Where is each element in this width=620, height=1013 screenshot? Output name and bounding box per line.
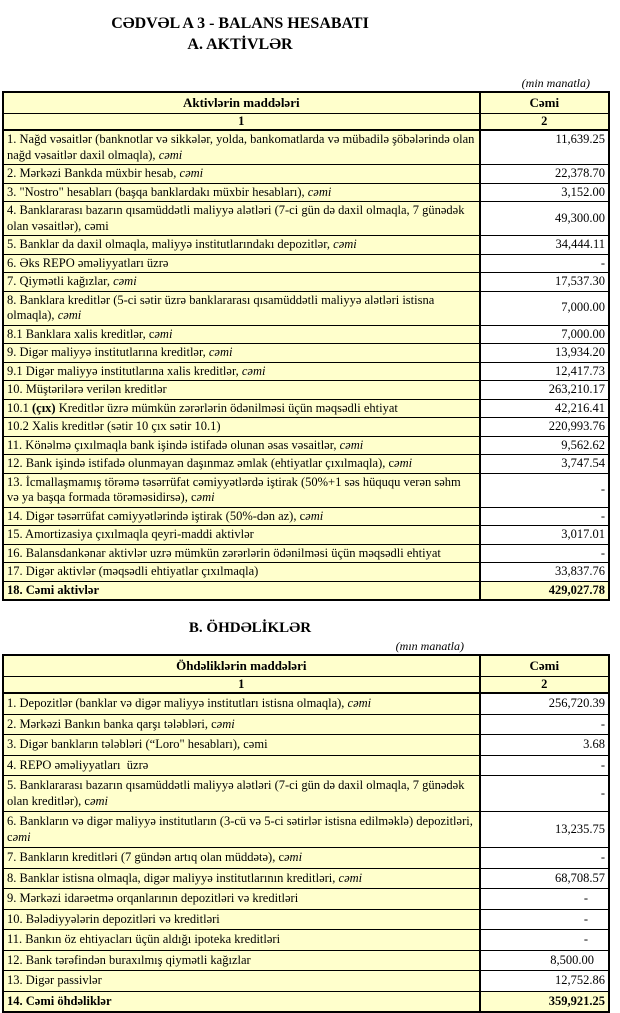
table-row [3,399,609,418]
row-value: 49,300.00 [480,202,609,236]
assets-table [2,91,610,601]
table-row [3,812,609,848]
row-label: 4. REPO əməliyyatları üzrə [3,755,480,776]
row-label: 6. Bankların və digər maliyyə institutların (3-cü və 5-ci sətirlər istisna edilməklə) depozitləri, cəmi [3,812,480,848]
liabilities-header-row [3,655,609,676]
table-row [3,183,609,202]
row-label: 3. Digər bankların tələbləri (“Loro" hesabları), cəmi [3,735,480,756]
row-value: - [480,909,609,930]
table-row [3,436,609,455]
table-row [3,693,609,714]
row-label: 6. Əks REPO əməliyyatları üzrə [3,254,480,273]
row-value: - [480,755,609,776]
table-row [3,991,609,1012]
row-value: 42,216.41 [480,399,609,418]
table-row [3,971,609,992]
table-row [3,455,609,474]
table-row [3,325,609,344]
row-label: 12. Bank tərəfindən buraxılmış qiymətli kağızlar [3,950,480,971]
liabilities-table [2,654,610,1013]
row-value: - [480,254,609,273]
row-value: - [480,473,609,507]
row-label: 10.2 Xalis kreditlər (sətir 10 çıx sətir 10.1) [3,418,480,437]
table-row [3,381,609,400]
row-label: 7. Bankların kreditləri (7 gündən artıq olan müddətə), cəmi [3,848,480,869]
units-note-liabilities: (mın manatla) [395,639,464,653]
row-value: 33,837.76 [480,563,609,582]
row-value: - [480,930,609,951]
table-row [3,202,609,236]
table-row [3,776,609,812]
assets-items-header: Aktivlərin maddələri [3,92,480,113]
table-row [3,848,609,869]
table-row [3,165,609,184]
row-value: - [480,848,609,869]
table-row [3,735,609,756]
table-row [3,581,609,600]
page-title-line1: CƏDVƏL A 3 - BALANS HESABATI [111,15,369,32]
row-value: 220,993.76 [480,418,609,437]
page-title-line2: A. AKTİVLƏR [187,36,293,53]
row-label: 3. "Nostro" hesabları (başqa banklardakı müxbir hesabları), cəmi [3,183,480,202]
row-value: 17,537.30 [480,273,609,292]
liabilities-title: B. ÖHDƏLİKLƏR [188,620,312,636]
row-value: - [480,889,609,910]
row-label: 10. Müştərilərə verilən kreditlər [3,381,480,400]
row-value: 68,708.57 [480,868,609,889]
assets-colnum-row [3,113,609,130]
liabilities-items-header: Öhdəliklərin maddələri [3,655,480,676]
units-note-assets: (min manatla) [521,76,590,90]
assets-total-header: Cəmi [480,92,609,113]
row-label: 8.1 Banklara xalis kreditlər, cəmi [3,325,480,344]
row-value: 7,000.00 [480,325,609,344]
row-label: 9. Digər maliyyə institutlarına kreditlər, cəmi [3,344,480,363]
row-label: 5. Banklararası bazarın qısamüddətli maliyyə alətləri (7-ci gün də daxil olmaqla, 7 günədək olan kreditlər), cəmi [3,776,480,812]
table-row [3,236,609,255]
row-label: 4. Banklararası bazarın qısamüddətli maliyyə alətləri (7-ci gün də daxil olmaqla, 7 günədək olan vəsaitlər), cəmi [3,202,480,236]
row-label: 11. Bankın öz ehtiyacları üçün aldığı ipoteka kreditləri [3,930,480,951]
row-value: 3.68 [480,735,609,756]
row-label: 15. Amortizasiya çıxılmaqla qeyri-maddi aktivlər [3,526,480,545]
table-row [3,362,609,381]
row-label: 2. Mərkəzi Bankın banka qarşı tələbləri, cəmi [3,714,480,735]
row-label: 1. Depozitlər (banklar və digər maliyyə institutları istisna olmaqla), cəmi [3,693,480,714]
table-row [3,273,609,292]
table-row [3,930,609,951]
page-title [0,13,480,55]
row-value: 11,639.25 [480,130,609,165]
table-row [3,755,609,776]
row-value: 13,934.20 [480,344,609,363]
liabilities-colnum-row [3,676,609,693]
row-label: 5. Banklar da daxil olmaqla, maliyyə institutlarındakı depozitlər, cəmi [3,236,480,255]
table-row [3,291,609,325]
row-value: 7,000.00 [480,291,609,325]
row-value: 34,444.11 [480,236,609,255]
row-value: 359,921.25 [480,991,609,1012]
row-label: 12. Bank işində istifadə olunmayan daşınmaz əmlak (ehtiyatlar çıxılmaqla), cəmi [3,455,480,474]
assets-colnum-1: 1 [3,113,480,130]
table-row [3,254,609,273]
table-row [3,889,609,910]
table-row [3,507,609,526]
assets-header-row [3,92,609,113]
row-label: 14. Digər təsərrüfat cəmiyyətlərində iştirak (50%-dən az), cəmi [3,507,480,526]
liabilities-total-header: Cəmi [480,655,609,676]
table-row [3,418,609,437]
table-row [3,909,609,930]
row-value: 9,562.62 [480,436,609,455]
row-value: 429,027.78 [480,581,609,600]
liabilities-colnum-1: 1 [3,676,480,693]
table-row [3,130,609,165]
table-row [3,544,609,563]
row-label: 14. Cəmi öhdəliklər [3,991,480,1012]
row-label: 8. Banklara kreditlər (5-ci sətir üzrə banklararası qısamüddətli maliyyə alətləri istisna olmaqla), cəmi [3,291,480,325]
row-label: 2. Mərkəzi Bankda müxbir hesab, cəmi [3,165,480,184]
table-row [3,950,609,971]
row-label: 13. İcmallaşmamış törəmə təsərrüfat cəmiyyətlərdə iştirak (50%+1 səs hüququ verən səhm və ya başqa formada törəməsidirsə), cəmi [3,473,480,507]
row-value: 22,378.70 [480,165,609,184]
row-value: - [480,507,609,526]
row-value: - [480,544,609,563]
assets-colnum-2: 2 [480,113,609,130]
row-label: 1. Nağd vəsaitlər (banknotlar və sikkələr, yolda, bankomatlarda və mübadilə şöbələrində olan nağd vəsaitlər daxil olmaqla), cəmi [3,130,480,165]
row-value: 3,747.54 [480,455,609,474]
row-value: 13,235.75 [480,812,609,848]
liabilities-colnum-2: 2 [480,676,609,693]
table-row [3,714,609,735]
liabilities-table-body [3,693,609,1012]
row-label: 18. Cəmi aktivlər [3,581,480,600]
row-value: 3,152.00 [480,183,609,202]
row-label: 10.1 (çıx) Kreditlər üzrə mümkün zərərlərin ödənilməsi üçün məqsədli ehtiyat [3,399,480,418]
row-value: 12,752.86 [480,971,609,992]
row-label: 16. Balansdankənar aktivlər uzrə mümkün zərərlərin ödənilməsi üçün məqsədli ehtiyat [3,544,480,563]
table-row [3,344,609,363]
row-label: 8. Banklar istisna olmaqla, digər maliyyə institutlarının kreditləri, cəmi [3,868,480,889]
row-value: 256,720.39 [480,693,609,714]
row-value: 8,500.00 [480,950,609,971]
table-row [3,473,609,507]
row-label: 17. Digər aktivlər (məqsədli ehtiyatlar çıxılmaqla) [3,563,480,582]
row-label: 9. Mərkəzi idarəetmə orqanlarının depozitləri və kreditləri [3,889,480,910]
table-row [3,868,609,889]
table-row [3,563,609,582]
row-value: 3,017.01 [480,526,609,545]
row-value: 263,210.17 [480,381,609,400]
row-label: 9.1 Digər maliyyə institutlarına xalis kreditlər, cəmi [3,362,480,381]
row-label: 11. Könəlmə çıxılmaqla bank işində istifadə olunan əsas vəsaitlər, cəmi [3,436,480,455]
row-label: 10. Bələdiyyələrin depozitləri və kreditləri [3,909,480,930]
row-label: 13. Digər passivlər [3,971,480,992]
row-value: - [480,776,609,812]
table-row [3,526,609,545]
row-value: - [480,714,609,735]
row-label: 7. Qiymətli kağızlar, cəmi [3,273,480,292]
assets-table-body [3,130,609,600]
row-value: 12,417.73 [480,362,609,381]
